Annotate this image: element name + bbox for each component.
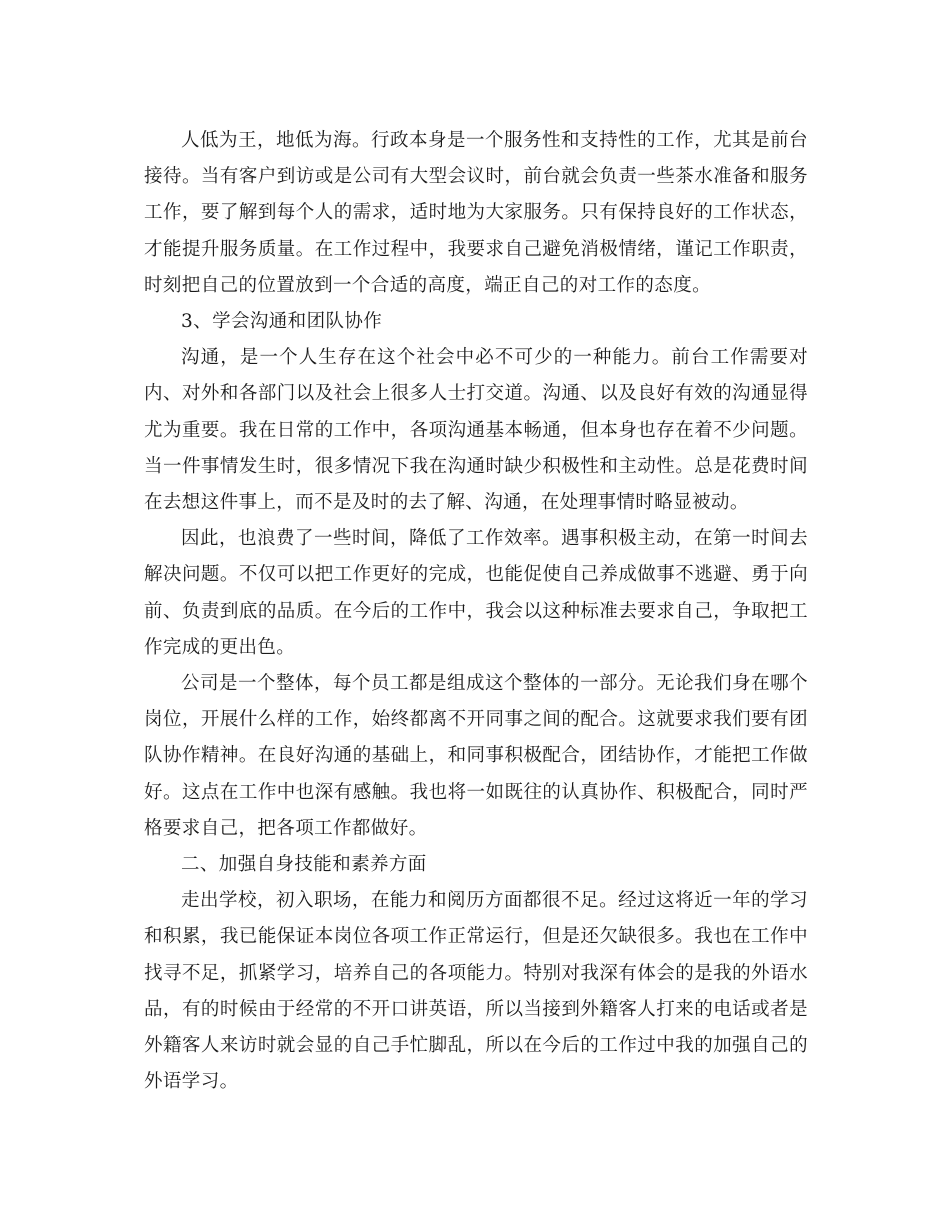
paragraph-efficiency: 因此，也浪费了一些时间，降低了工作效率。遇事积极主动，在第一时间去解决问题。不仅可以把工作更好的完成，也能促使自己养成做事不逃避、勇于向前、负责到底的品质。在今后的工作中，我会以这种标准去要求自己，争取把工作完成的更出色。 [144,528,808,658]
paragraph-service-attitude: 人低为王，地低为海。行政本身是一个服务性和支持性的工作，尤其是前台接待。当有客户到访或是公司有大型会议时，前台就会负责一些茶水准备和服务工作，要了解到每个人的需求，适时地为大家服务。只有保持良好的工作状态，才能提升服务质量。在工作过程中，我要求自己避免消极情绪，谨记工作职责，时刻把自己的位置放到一个合适的高度，端正自己的对工作的态度。 [144,130,808,296]
paragraph-skills: 走出学校，初入职场，在能力和阅历方面都很不足。经过这将近一年的学习和积累，我已能保证本岗位各项工作正常运行，但是还欠缺很多。我也在工作中找寻不足，抓紧学习，培养自己的各项能力。特别对我深有体会的是我的外语水品，有的时候由于经常的不开口讲英语，所以当接到外籍客人打来的电话或者是外籍客人来访时就会显的自己手忙脚乱，所以在今后的工作过中我的加强自己的外语学习。 [144,890,808,1093]
document-body [144,123,808,1100]
section-heading-communication: 3、学会沟通和团队协作 [181,311,383,333]
section-heading-skills: 二、加强自身技能和素养方面 [181,854,427,876]
paragraph-teamwork: 公司是一个整体，每个员工都是组成这个整体的一部分。无论我们身在哪个岗位，开展什么样的工作，始终都离不开同事之间的配合。这就要求我们要有团队协作精神。在良好沟通的基础上，和同事积极配合，团结协作，才能把工作做好。这点在工作中也深有感触。我也将一如既往的认真协作、积极配合，同时严格要求自己，把各项工作都做好。 [144,673,808,839]
paragraph-communication: 沟通，是一个人生存在这个社会中必不可少的一种能力。前台工作需要对内、对外和各部门以及社会上很多人士打交道。沟通、以及良好有效的沟通显得尤为重要。我在日常的工作中，各项沟通基本畅通，但本身也存在着不少问题。当一件事情发生时，很多情况下我在沟通时缺少积极性和主动性。总是花费时间在去想这件事上，而不是及时的去了解、沟通，在处理事情时略显被动。 [144,347,808,514]
